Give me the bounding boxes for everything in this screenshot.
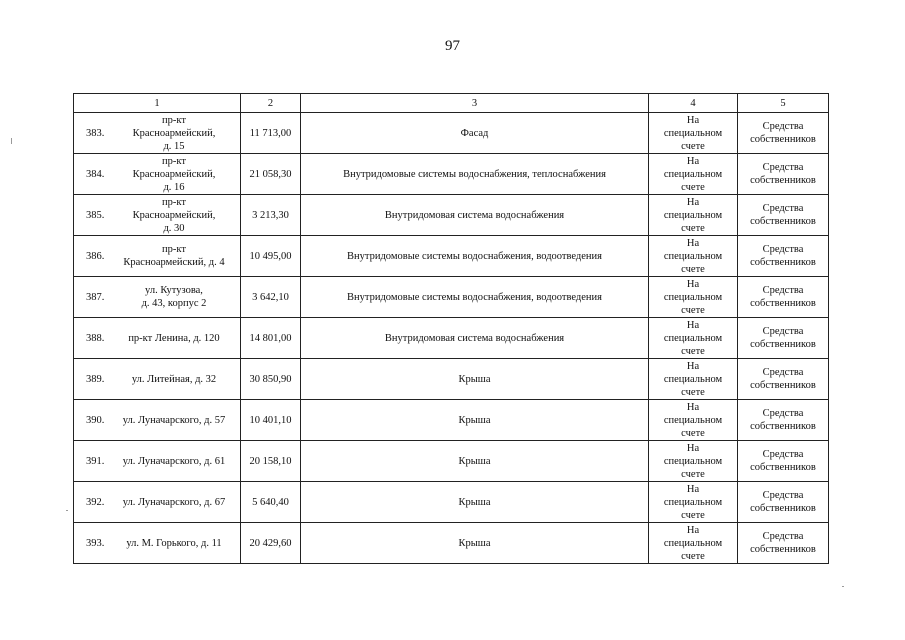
address-line: пр-кт — [162, 155, 186, 167]
funding-source-line: Средства — [762, 121, 804, 132]
address-line: ул. Луначарского, д. 61 — [122, 455, 226, 467]
address-line: Красноармейский, — [132, 168, 216, 180]
fund-method-line: счете — [681, 427, 705, 439]
scan-mark — [11, 138, 12, 144]
fund-method-cell — [649, 482, 738, 523]
scan-mark — [66, 510, 68, 511]
funding-source-line: Средства — [762, 244, 804, 255]
funding-source-line: Средства — [762, 285, 804, 296]
cost-cell: 5 640,40 — [241, 482, 301, 523]
address-cell — [74, 318, 241, 359]
fund-method-line: На — [686, 401, 700, 413]
fund-method-line: На — [686, 196, 700, 208]
address-line: д. 15 — [163, 140, 185, 152]
fund-method-cell — [649, 236, 738, 277]
work-type-cell: Внутридомовая система водоснабжения — [301, 318, 649, 359]
address-line: ул. Кутузова, — [145, 285, 203, 296]
table-row — [74, 523, 829, 564]
funding-source-line: Средства — [762, 531, 804, 542]
funding-source-cell — [738, 195, 829, 236]
fund-method-line: специальном — [663, 373, 723, 385]
address-line: Красноармейский, — [132, 127, 216, 139]
table-row — [74, 441, 829, 482]
fund-method-line: счете — [681, 468, 705, 480]
funding-source-cell — [738, 113, 829, 154]
funding-source-cell — [738, 359, 829, 400]
fund-method-line: специальном — [663, 332, 723, 344]
fund-method-cell — [649, 359, 738, 400]
funding-source-cell — [738, 482, 829, 523]
funding-source-line: собственников — [750, 421, 816, 432]
row-number: 388. — [86, 332, 105, 344]
fund-method-cell — [649, 523, 738, 564]
work-type-cell: Крыша — [301, 523, 649, 564]
table-row — [74, 482, 829, 523]
fund-method-line: специальном — [663, 291, 723, 303]
cost-cell: 11 713,00 — [241, 113, 301, 154]
table-row — [74, 359, 829, 400]
funding-source-line: Средства — [762, 367, 804, 378]
work-type-cell: Крыша — [301, 482, 649, 523]
funding-source-line: Средства — [762, 162, 804, 173]
address-line: ул. М. Горького, д. 11 — [126, 537, 222, 549]
funding-source-line: Средства — [762, 408, 804, 419]
funding-source-line: собственников — [750, 339, 816, 350]
fund-method-line: счете — [681, 304, 705, 316]
fund-method-cell — [649, 277, 738, 318]
funding-source-line: собственников — [750, 462, 816, 473]
address-line: пр-кт — [162, 196, 186, 208]
work-type-cell: Фасад — [301, 113, 649, 154]
row-number: 384. — [86, 168, 105, 180]
fund-method-line: На — [686, 442, 700, 454]
column-header: 4 — [649, 94, 738, 113]
column-header: 5 — [738, 94, 829, 113]
fund-method-line: специальном — [663, 496, 723, 508]
fund-method-line: На — [686, 483, 700, 495]
row-number: 393. — [86, 537, 105, 549]
fund-method-line: На — [686, 524, 700, 536]
funding-source-line: собственников — [750, 175, 816, 186]
funding-source-line: Средства — [762, 449, 804, 460]
address-cell — [74, 195, 241, 236]
table-row — [74, 154, 829, 195]
fund-method-line: счете — [681, 386, 705, 398]
fund-method-line: специальном — [663, 250, 723, 262]
work-type-cell: Крыша — [301, 359, 649, 400]
address-cell — [74, 277, 241, 318]
cost-cell: 20 429,60 — [241, 523, 301, 564]
funding-source-line: собственников — [750, 216, 816, 227]
fund-method-cell — [649, 318, 738, 359]
scan-mark — [842, 586, 844, 587]
row-number: 385. — [86, 209, 105, 221]
funding-source-line: собственников — [750, 257, 816, 268]
fund-method-line: На — [686, 155, 700, 167]
address-cell — [74, 359, 241, 400]
funding-source-line: Средства — [762, 490, 804, 501]
work-type-cell: Крыша — [301, 400, 649, 441]
funding-source-cell — [738, 400, 829, 441]
funding-source-line: собственников — [750, 298, 816, 309]
fund-method-line: На — [686, 278, 700, 290]
address-cell — [74, 482, 241, 523]
funding-source-cell — [738, 277, 829, 318]
work-type-cell: Внутридомовые системы водоснабжения, водоотведения — [301, 277, 649, 318]
table-row — [74, 400, 829, 441]
table-body — [74, 113, 829, 564]
funding-source-line: Средства — [762, 203, 804, 214]
row-number: 383. — [86, 127, 105, 139]
fund-method-line: На — [686, 114, 700, 126]
address-line: пр-кт — [162, 244, 186, 255]
address-line: д. 43, корпус 2 — [141, 298, 207, 309]
row-number: 392. — [86, 496, 105, 508]
address-cell — [74, 236, 241, 277]
work-type-cell: Крыша — [301, 441, 649, 482]
funding-source-cell — [738, 441, 829, 482]
work-type-cell: Внутридомовые системы водоснабжения, водоотведения — [301, 236, 649, 277]
address-line: д. 16 — [163, 181, 185, 193]
cost-cell: 21 058,30 — [241, 154, 301, 195]
address-line: пр-кт — [162, 114, 186, 126]
fund-method-line: счете — [681, 509, 705, 521]
cost-cell: 10 401,10 — [241, 400, 301, 441]
address-cell — [74, 400, 241, 441]
funding-source-cell — [738, 154, 829, 195]
fund-method-cell — [649, 154, 738, 195]
table-header-row — [74, 94, 829, 113]
address-cell — [74, 154, 241, 195]
fund-method-line: специальном — [663, 209, 723, 221]
cost-cell: 3 642,10 — [241, 277, 301, 318]
fund-method-line: счете — [681, 222, 705, 234]
address-cell — [74, 523, 241, 564]
cost-cell: 30 850,90 — [241, 359, 301, 400]
address-line: Красноармейский, — [132, 209, 216, 221]
page-number: 97 — [445, 38, 460, 54]
fund-method-line: специальном — [663, 414, 723, 426]
work-type-cell: Внутридомовые системы водоснабжения, теплоснабжения — [301, 154, 649, 195]
fund-method-line: специальном — [663, 537, 723, 549]
funding-source-cell — [738, 523, 829, 564]
table-row — [74, 318, 829, 359]
fund-method-line: специальном — [663, 455, 723, 467]
table-row — [74, 195, 829, 236]
fund-method-line: специальном — [663, 168, 723, 180]
address-line: ул. Луначарского, д. 67 — [122, 496, 226, 508]
row-number: 386. — [86, 250, 105, 262]
fund-method-line: На — [686, 360, 700, 372]
row-number: 390. — [86, 414, 105, 426]
table-row — [74, 236, 829, 277]
funding-source-line: собственников — [750, 544, 816, 555]
address-cell — [74, 441, 241, 482]
funding-source-cell — [738, 318, 829, 359]
fund-method-line: На — [686, 319, 700, 331]
address-line: ул. Луначарского, д. 57 — [122, 414, 226, 426]
cost-cell: 3 213,30 — [241, 195, 301, 236]
fund-method-line: счете — [681, 181, 705, 193]
address-line: д. 30 — [163, 222, 185, 234]
fund-method-line: счете — [681, 263, 705, 275]
cost-cell: 14 801,00 — [241, 318, 301, 359]
fund-method-line: счете — [681, 550, 705, 562]
row-number: 387. — [86, 291, 105, 303]
fund-method-line: На — [686, 237, 700, 249]
funding-source-line: собственников — [750, 380, 816, 391]
row-number: 389. — [86, 373, 105, 385]
column-header: 2 — [241, 94, 301, 113]
funding-source-cell — [738, 236, 829, 277]
repair-registry-table — [73, 93, 829, 564]
address-line: Красноармейский, д. 4 — [123, 257, 225, 268]
funding-source-line: Средства — [762, 326, 804, 337]
address-line: ул. Литейная, д. 32 — [131, 373, 217, 385]
column-header: 3 — [301, 94, 649, 113]
table-row — [74, 277, 829, 318]
fund-method-cell — [649, 400, 738, 441]
table-row — [74, 113, 829, 154]
row-number: 391. — [86, 455, 105, 467]
funding-source-line: собственников — [750, 134, 816, 145]
fund-method-line: счете — [681, 345, 705, 357]
fund-method-line: специальном — [663, 127, 723, 139]
fund-method-line: счете — [681, 140, 705, 152]
cost-cell: 20 158,10 — [241, 441, 301, 482]
work-type-cell: Внутридомовая система водоснабжения — [301, 195, 649, 236]
cost-cell: 10 495,00 — [241, 236, 301, 277]
funding-source-line: собственников — [750, 503, 816, 514]
address-line: пр-кт Ленина, д. 120 — [128, 332, 220, 344]
fund-method-cell — [649, 113, 738, 154]
address-cell — [74, 113, 241, 154]
fund-method-cell — [649, 195, 738, 236]
fund-method-cell — [649, 441, 738, 482]
column-header: 1 — [74, 94, 241, 113]
